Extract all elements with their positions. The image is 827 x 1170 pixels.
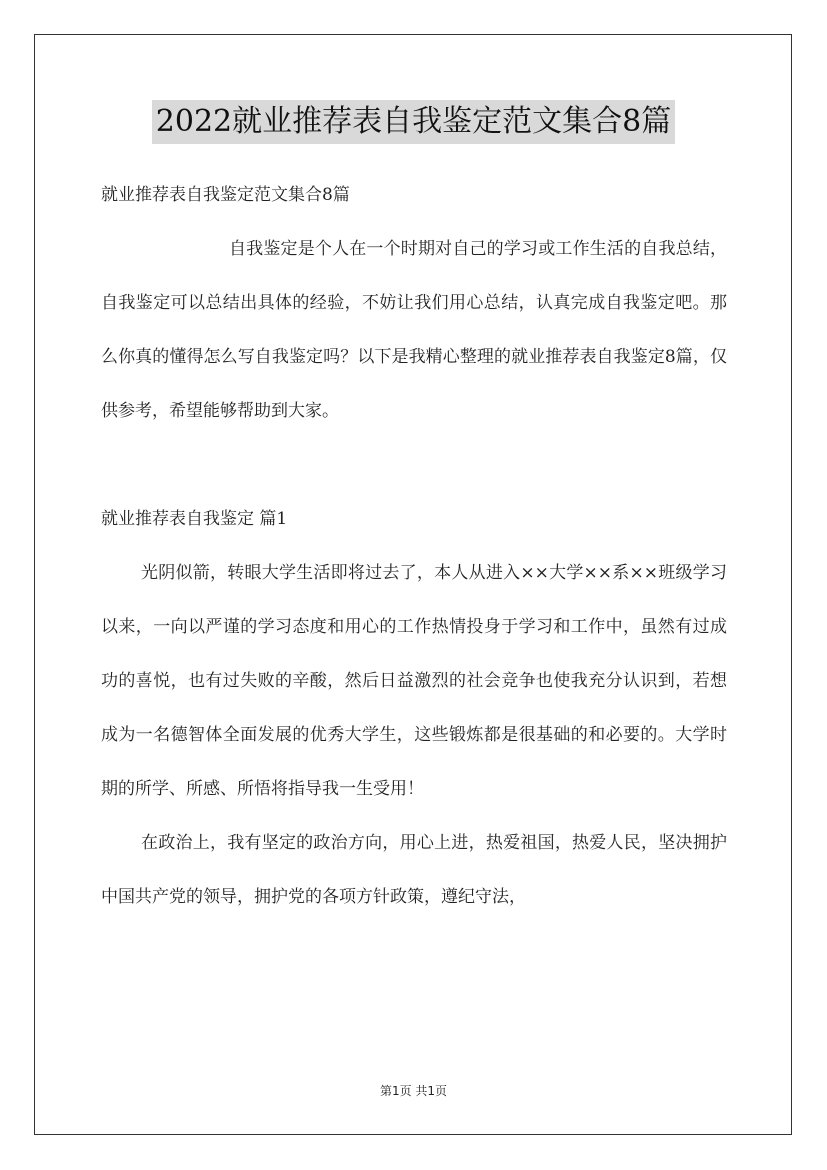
section-heading: 就业推荐表自我鉴定 篇1 [101,509,288,529]
body-paragraph-2: 在政治上，我有坚定的政治方向，用心上进，热爱祖国，热爱人民，坚决拥护中国共产党的领导，拥护党的各项方针政策，遵纪守法， [101,833,727,907]
section-spacer [101,438,727,492]
body-paragraph-1: 光阴似箭，转眼大学生活即将过去了，本人从进入××大学××系××班级学习以来，一向以严谨的学习态度和用心的工作热情投身于学习和工作中，虽然有过成功的喜悦，也有过失败的辛酸，然后日益激烈的社会竞争也使我充分认识到，若想成为一名德智体全面发展的优秀大学生，这些锻炼都是很基础的和必要的。大学时期的所学、所感、所悟将指导我一生受用！ [101,563,727,799]
intro-paragraph: 自我鉴定是个人在一个时期对自己的学习或工作生活的自我总结，自我鉴定可以总结出具体的经验，不妨让我们用心总结，认真完成自我鉴定吧。那么你真的懂得怎么写自我鉴定吗？以下是我精心整理的就业推荐表自我鉴定8篇，仅供参考，希望能够帮助到大家。 [101,239,727,421]
page-number: 第1页 共1页 [379,1084,448,1098]
document-title: 2022就业推荐表自我鉴定范文集合8篇 [152,100,675,144]
document-body [101,168,727,924]
document-subtitle: 就业推荐表自我鉴定范文集合8篇 [101,185,350,205]
document-title-wrapper [0,100,827,144]
